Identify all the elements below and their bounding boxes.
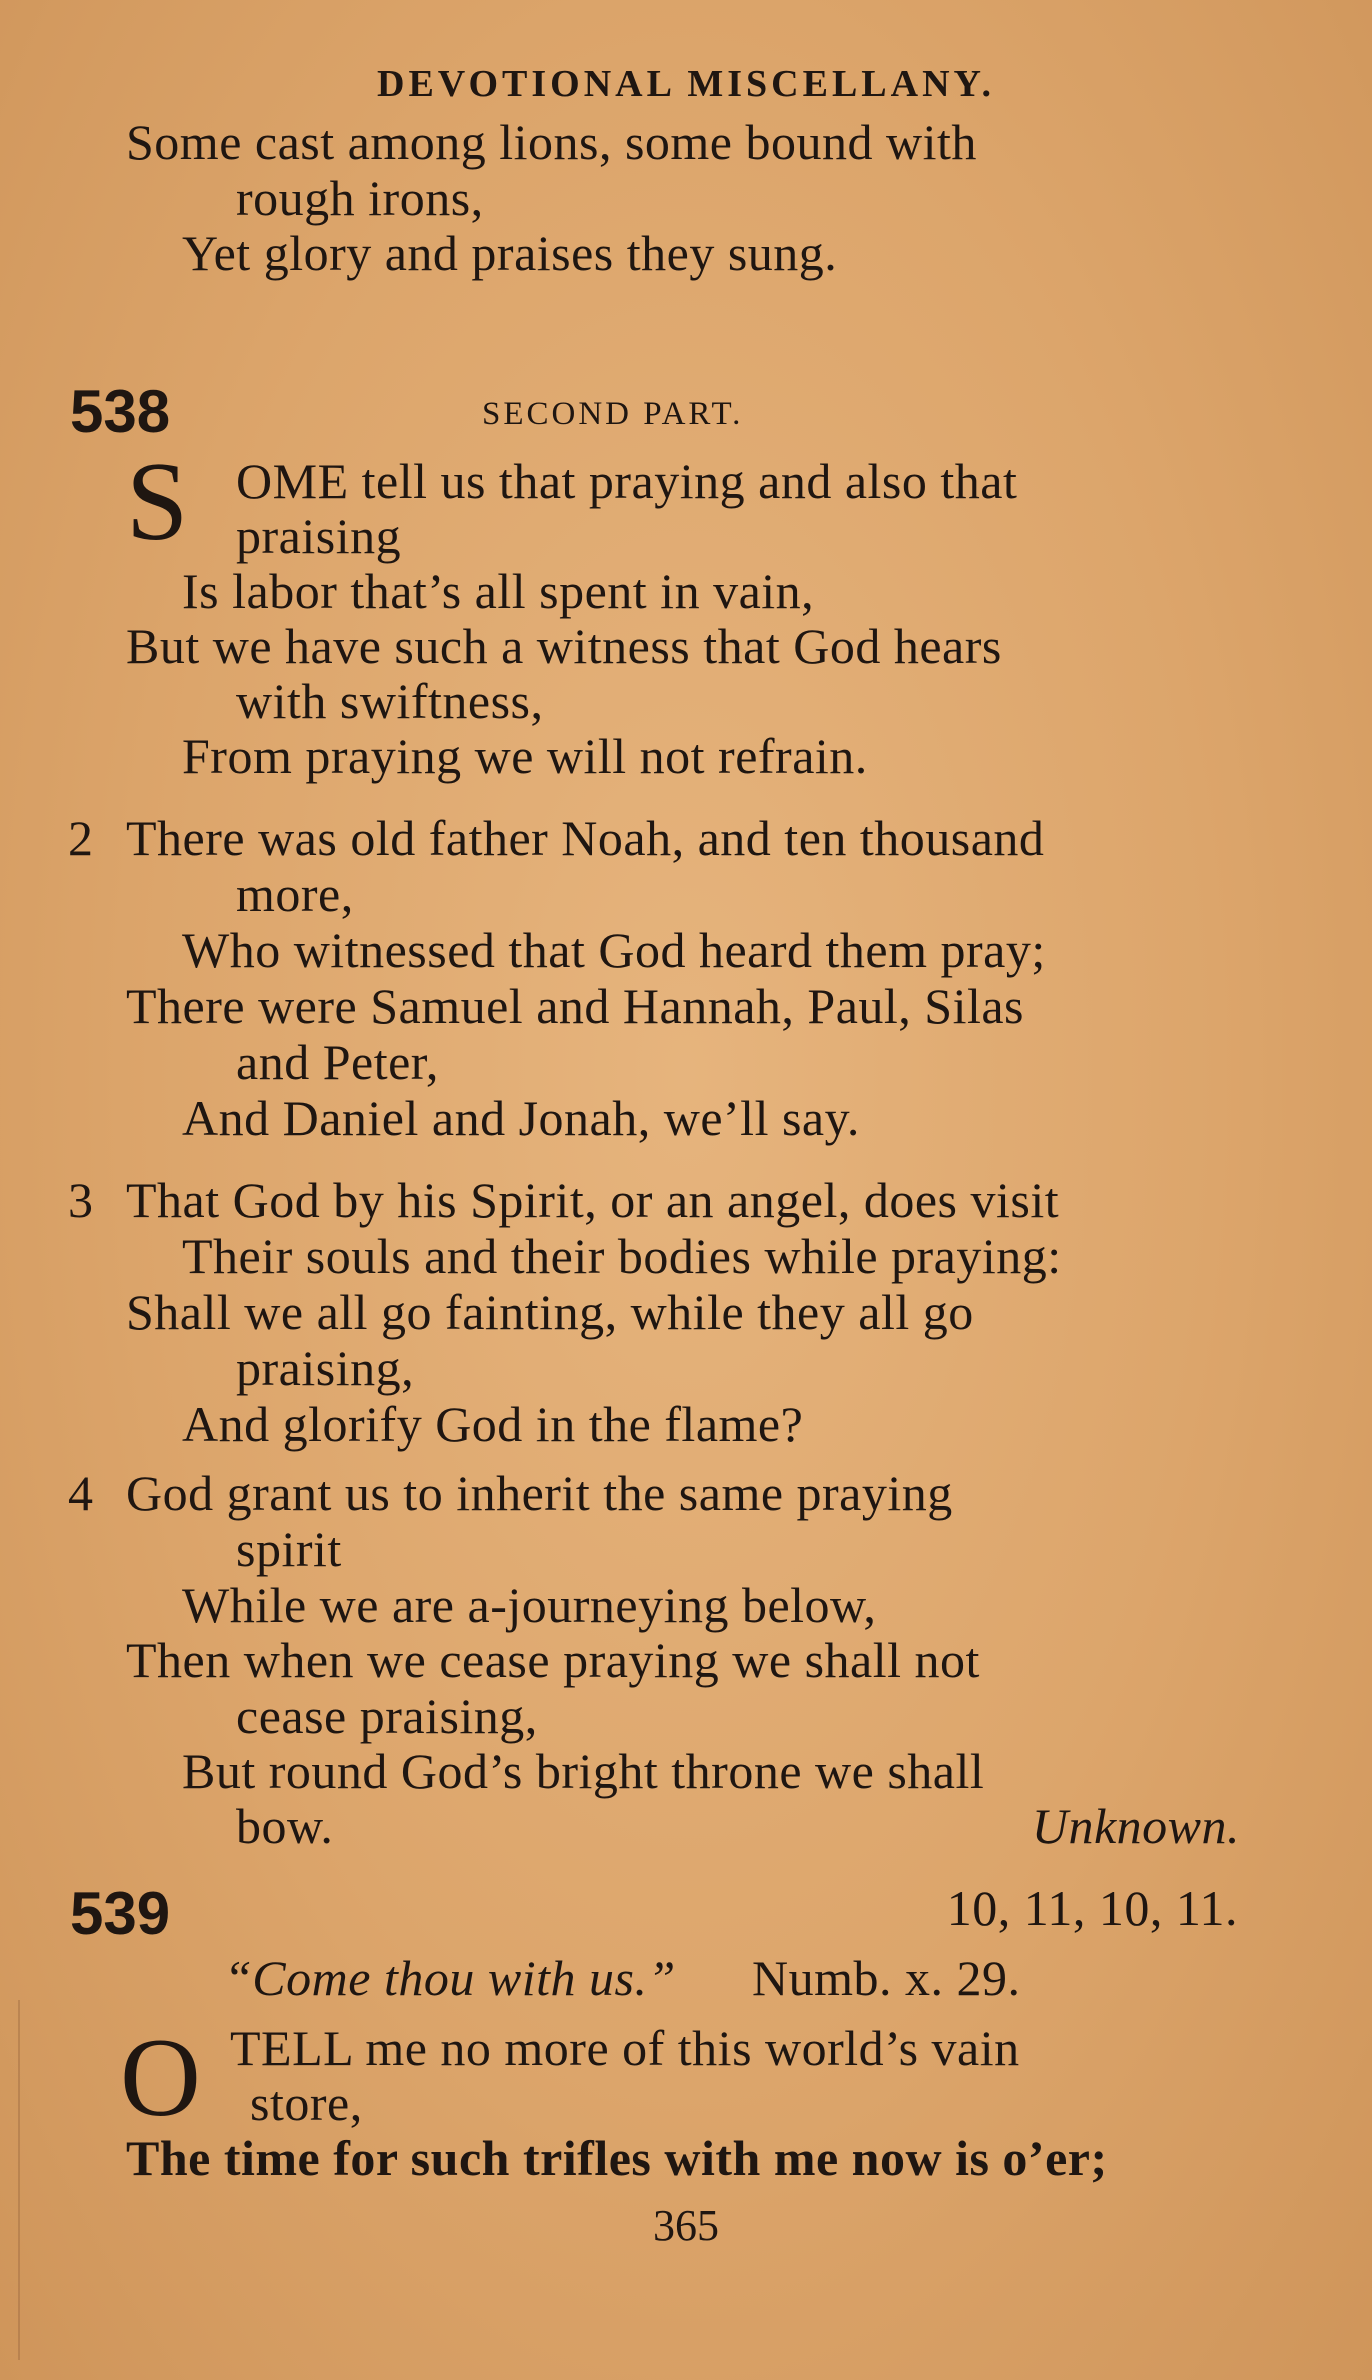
hymn-538-s1-line-6: From praying we will not refrain. (182, 728, 868, 784)
carryover-line-2: rough irons, (236, 170, 484, 226)
hymn-539-line-1: TELL me no more of this world’s vain (230, 2020, 1020, 2076)
hymn-538-s4-line-5: cease praising, (236, 1688, 538, 1744)
hymn-538-subheading: SECOND PART. (482, 396, 744, 432)
hymn-538-s1-line-3: Is labor that’s all spent in vain, (182, 563, 815, 619)
hymn-538-s3-line-3: Shall we all go fainting, while they all go (126, 1284, 974, 1340)
hymn-538-dropcap: S (126, 440, 189, 564)
hymn-538-s4-line-1: God grant us to inherit the same praying (126, 1465, 953, 1521)
hymn-538-s2-line-5: and Peter, (236, 1034, 439, 1090)
hymn-538-s3-line-5: And glorify God in the flame? (182, 1396, 804, 1452)
hymn-539-line-2: store, (250, 2075, 363, 2131)
hymn-539-number: 539 (70, 1880, 171, 1947)
stanza-4-number: 4 (68, 1465, 93, 1521)
hymn-539-epigraph-ref: Numb. x. 29. (752, 1950, 1021, 2006)
hymn-538-s1-line-2: praising (236, 508, 402, 564)
hymn-538-s3-line-2: Their souls and their bodies while praying: (182, 1228, 1062, 1284)
hymn-538-s4-line-6: But round God’s bright throne we shall (182, 1743, 985, 1799)
carryover-line-1: Some cast among lions, some bound with (126, 114, 977, 170)
hymn-538-s1-line-5: with swiftness, (236, 673, 544, 729)
stanza-2-number: 2 (68, 810, 93, 866)
hymn-538-s1-line-4: But we have such a witness that God hears (126, 618, 1002, 674)
page-edge-shadow (18, 2000, 20, 2360)
hymn-538-s2-line-4: There were Samuel and Hannah, Paul, Silas (126, 978, 1025, 1034)
hymn-539-dropcap: O (120, 2016, 201, 2140)
hymn-538-s4-line-7: bow. (236, 1798, 334, 1854)
hymn-539-meter: 10, 11, 10, 11. (946, 1880, 1238, 1936)
hymn-538-s2-line-1: There was old father Noah, and ten thousand (126, 810, 1045, 866)
hymn-538-attribution: Unknown. (1031, 1798, 1240, 1854)
hymn-538-s3-line-1: That God by his Spirit, or an angel, does visit (126, 1172, 1060, 1228)
stanza-3-number: 3 (68, 1172, 93, 1228)
hymn-538-s2-line-6: And Daniel and Jonah, we’ll say. (182, 1090, 860, 1146)
carryover-line-3: Yet glory and praises they sung. (182, 225, 838, 281)
hymn-538-s4-line-4: Then when we cease praying we shall not (126, 1632, 980, 1688)
hymn-538-s2-line-2: more, (236, 866, 354, 922)
running-header: DEVOTIONAL MISCELLANY. (377, 63, 995, 105)
hymn-538-s2-line-3: Who witnessed that God heard them pray; (182, 922, 1046, 978)
hymn-539-line-3: The time for such trifles with me now is o’er; (126, 2130, 1108, 2186)
hymn-538-s1-line-1: OME tell us that praying and also that (236, 453, 1018, 509)
hymn-538-number: 538 (70, 378, 171, 445)
hymn-538-s4-line-2: spirit (236, 1521, 342, 1577)
hymn-538-s4-line-3: While we are a-journeying below, (182, 1577, 877, 1633)
hymn-538-s3-line-4: praising, (236, 1340, 415, 1396)
hymn-539-epigraph-text: “Come thou with us.” (224, 1950, 676, 2006)
page-number: 365 (653, 2201, 719, 2250)
